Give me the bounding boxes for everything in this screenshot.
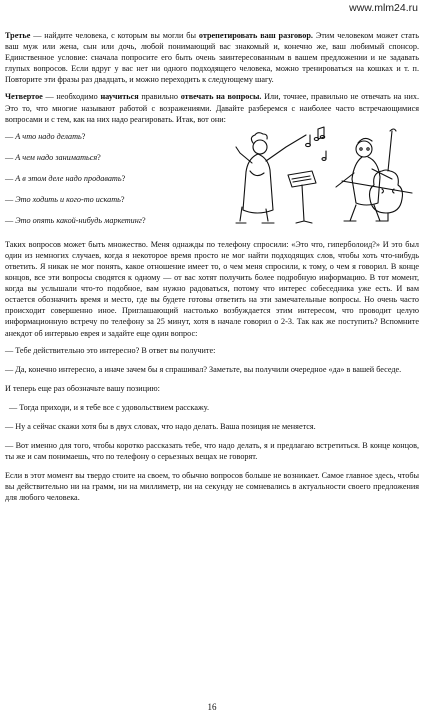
site-url[interactable]: www.mlm24.ru [349, 2, 418, 14]
dash: — [5, 216, 16, 226]
question-item [5, 215, 225, 226]
text: правильно [138, 92, 181, 102]
paragraph-fourth-step [5, 91, 419, 124]
question-item [5, 194, 225, 205]
question-mark: ? [142, 216, 146, 226]
paragraph-body: И теперь еще раз обозначьте вашу позицию: [5, 383, 160, 393]
lead-word: Третье [5, 31, 31, 40]
question-mark: ? [81, 131, 86, 141]
dash: — [5, 195, 16, 205]
paragraph-body: Если в этот момент вы твердо стоите на своем, то обычно вопросов больше не возникает. Самое главное здесь, чтобы вы действительно ни на грамм, ни на миллиметр, ни на секунду не сомневались в актуальности своего предложения для любого человека. [5, 471, 419, 503]
bold-phrase: отрепетировать ваш разговор. [198, 31, 313, 40]
question-text: Это ходить и кого-то искать [15, 195, 121, 205]
music-notes [306, 127, 326, 160]
bold-phrase: научиться [100, 92, 139, 102]
bold-phrase: отвечать на вопросы. [180, 92, 262, 102]
question-mark: ? [97, 152, 101, 162]
questions-list [5, 131, 225, 236]
paragraph-third-step [5, 30, 419, 85]
music-stand [288, 171, 316, 223]
text: Этим человеком может стать ваш муж или жена, сын или дочь, любой понимающий вас знакомый и, конечно же, ваш любимый спонсор. Единственное условие: сначала попросите его быть очень заинтересованным в вашем предложении и не задавать глупых вопросов. Если вдруг у вас нет ни одного подходящего человека, можно тренироваться на кошках и т. п. Повторите эти фразы раз двадцать, и можно переходить к следующему шагу. [5, 31, 419, 85]
dialog-line: — Ну а сейчас скажи хотя бы в двух словах, что надо делать. Ваша позиция не меняется. [5, 421, 316, 431]
dash: — [5, 152, 16, 162]
questions-block [5, 131, 419, 239]
question-mark: ? [120, 195, 125, 205]
dialog-line: — Вот именно для того, чтобы коротко рассказать тебе, что надо делать, я и предлагаю встретиться. В конце концов, ты же и сам понимаешь, что по телефону о серьезных вещах не говорят. [5, 441, 419, 462]
dialog-line: — Тебе действительно это интересно? В ответ вы получите: [5, 345, 216, 355]
dialog-line: — Тогда приходи, и я тебе все с удовольствием расскажу. [9, 402, 209, 412]
cellist-figure [336, 138, 392, 221]
question-text: А в этом деле надо продавать [15, 173, 122, 183]
page-number: 16 [207, 702, 217, 712]
question-item [5, 173, 225, 184]
question-text: А что надо делать [15, 131, 82, 141]
text: Или, точнее, правильно не отвечать на них. Это то, что многие называют работой с возражениями. Давайте разберемся с наиболее часто встречающимися вопросами и с тем, как на них надо реагировать. Итак, вот они: [5, 92, 419, 124]
text: — найдите человека, с которым вы могли бы [30, 31, 199, 40]
page-body [5, 30, 419, 510]
question-text: А чем надо заниматься [15, 152, 98, 162]
dash: — [5, 173, 16, 183]
question-text: Это опять какой-нибудь маркетинг [15, 216, 142, 226]
dialog-line: — Да, конечно интересно, а иначе зачем бы я спрашивал? Заметьте, вы получили очередное «да» в вашей беседе. [5, 364, 402, 374]
conductor-figure [236, 132, 306, 222]
question-item [5, 131, 225, 142]
dash: — [5, 131, 16, 141]
paragraph-body: Таких вопросов может быть множество. Меня однажды по телефону спросили: «Это что, гиперболоид?» И это был один из немногих случаев, когда я некоторое время просто не мог найти подходящих слов, чтобы хоть что-нибудь ответить. Я никак не мог понять, какое отношение имеет то, о чем меня спросили, к тому, о чем я говорил. В конце концов, все эти вопросы сводятся к одному — от вас хотят получить более подробную информацию. В тот момент, когда вы услышали что-то подобное, вам нужно радоваться, потому что интерес собеседника уже есть. И вам остается обозначить время и место, где вы будете готовы ответить на эти замечательные вопросы. Но очень часто происходит совершенно иное. Приглашающий настолько возбуждается этим интересом, что проводит целую информационную встречу по телефону за 25 минут, хотя в начале говорил о 2-3. Так как же поступить? Вспомните анекдот об интервью еврея и задайте еще один вопрос: [5, 239, 419, 338]
question-item [5, 152, 225, 163]
question-mark: ? [121, 173, 126, 183]
text: — необходимо [42, 92, 101, 102]
conductor-cellist-illustration [222, 121, 422, 233]
lead-word: Четвертое [5, 92, 43, 102]
